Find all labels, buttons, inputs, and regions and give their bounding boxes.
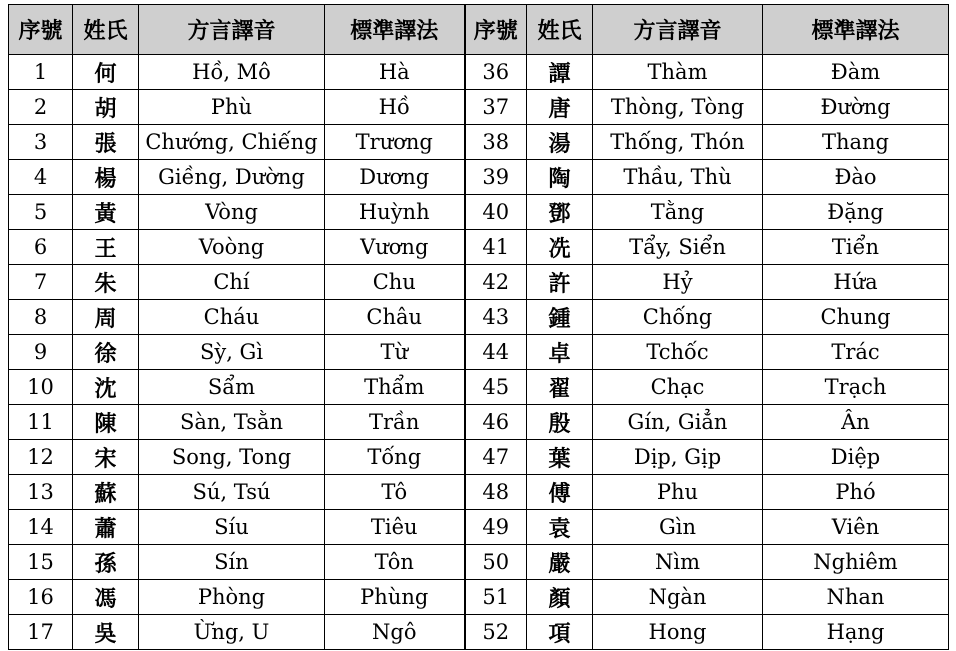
standard-translation-cell: Tống bbox=[325, 440, 465, 475]
surname-cell: 宋 bbox=[73, 440, 139, 475]
index-cell: 1 bbox=[9, 55, 73, 90]
dialect-transcription-cell: Tằng bbox=[593, 195, 763, 230]
dialect-transcription-cell: Voòng bbox=[139, 230, 325, 265]
dialect-transcription-cell: Sàn, Tsằn bbox=[139, 405, 325, 440]
dialect-transcription-cell: Sú, Tsú bbox=[139, 475, 325, 510]
standard-translation-cell: Đường bbox=[763, 90, 949, 125]
index-cell: 44 bbox=[465, 335, 527, 370]
dialect-transcription-cell: Hồ, Mô bbox=[139, 55, 325, 90]
surname-cell: 陳 bbox=[73, 405, 139, 440]
dialect-transcription-cell: Chướng, Chiếng bbox=[139, 125, 325, 160]
standard-translation-cell: Thẩm bbox=[325, 370, 465, 405]
surname-cell: 冼 bbox=[527, 230, 593, 265]
table-row bbox=[9, 615, 949, 650]
standard-translation-cell: Chu bbox=[325, 265, 465, 300]
index-cell: 43 bbox=[465, 300, 527, 335]
dialect-transcription-cell: Vòng bbox=[139, 195, 325, 230]
surname-cell: 卓 bbox=[527, 335, 593, 370]
surname-cell: 何 bbox=[73, 55, 139, 90]
standard-translation-cell: Đàm bbox=[763, 55, 949, 90]
table-header bbox=[9, 5, 949, 55]
standard-translation-cell: Trần bbox=[325, 405, 465, 440]
table-row bbox=[9, 230, 949, 265]
index-cell: 17 bbox=[9, 615, 73, 650]
table-row bbox=[9, 55, 949, 90]
index-cell: 9 bbox=[9, 335, 73, 370]
index-cell: 52 bbox=[465, 615, 527, 650]
dialect-transcription-cell: Tẩy, Siển bbox=[593, 230, 763, 265]
table-row bbox=[9, 335, 949, 370]
dialect-transcription-cell: Chí bbox=[139, 265, 325, 300]
index-cell: 10 bbox=[9, 370, 73, 405]
table-row bbox=[9, 90, 949, 125]
surname-cell: 徐 bbox=[73, 335, 139, 370]
surname-cell: 翟 bbox=[527, 370, 593, 405]
table-body bbox=[9, 55, 949, 650]
header-surname: 姓氏 bbox=[73, 5, 139, 55]
surname-cell: 胡 bbox=[73, 90, 139, 125]
dialect-transcription-cell: Thống, Thón bbox=[593, 125, 763, 160]
standard-translation-cell: Hứa bbox=[763, 265, 949, 300]
index-cell: 12 bbox=[9, 440, 73, 475]
dialect-transcription-cell: Phu bbox=[593, 475, 763, 510]
index-cell: 41 bbox=[465, 230, 527, 265]
index-cell: 16 bbox=[9, 580, 73, 615]
surname-cell: 鄧 bbox=[527, 195, 593, 230]
standard-translation-cell: Hồ bbox=[325, 90, 465, 125]
table-row bbox=[9, 125, 949, 160]
dialect-transcription-cell: Phù bbox=[139, 90, 325, 125]
dialect-transcription-cell: Síu bbox=[139, 510, 325, 545]
index-cell: 50 bbox=[465, 545, 527, 580]
dialect-transcription-cell: Hong bbox=[593, 615, 763, 650]
index-cell: 7 bbox=[9, 265, 73, 300]
surname-cell: 陶 bbox=[527, 160, 593, 195]
surname-cell: 周 bbox=[73, 300, 139, 335]
standard-translation-cell: Hạng bbox=[763, 615, 949, 650]
standard-translation-cell: Từ bbox=[325, 335, 465, 370]
dialect-transcription-cell: Song, Tong bbox=[139, 440, 325, 475]
surname-cell: 楊 bbox=[73, 160, 139, 195]
surname-cell: 張 bbox=[73, 125, 139, 160]
dialect-transcription-cell: Cháu bbox=[139, 300, 325, 335]
standard-translation-cell: Nhan bbox=[763, 580, 949, 615]
standard-translation-cell: Viên bbox=[763, 510, 949, 545]
surname-cell: 吳 bbox=[73, 615, 139, 650]
header-standard-translation: 標準譯法 bbox=[325, 5, 465, 55]
table-row bbox=[9, 405, 949, 440]
standard-translation-cell: Vương bbox=[325, 230, 465, 265]
surname-cell: 鍾 bbox=[527, 300, 593, 335]
standard-translation-cell: Châu bbox=[325, 300, 465, 335]
index-cell: 47 bbox=[465, 440, 527, 475]
index-cell: 3 bbox=[9, 125, 73, 160]
surname-translation-table bbox=[8, 4, 949, 650]
standard-translation-cell: Hà bbox=[325, 55, 465, 90]
header-surname-2: 姓氏 bbox=[527, 5, 593, 55]
standard-translation-cell: Diệp bbox=[763, 440, 949, 475]
dialect-transcription-cell: Thòng, Tòng bbox=[593, 90, 763, 125]
index-cell: 8 bbox=[9, 300, 73, 335]
dialect-transcription-cell: Phòng bbox=[139, 580, 325, 615]
surname-cell: 蕭 bbox=[73, 510, 139, 545]
standard-translation-cell: Dương bbox=[325, 160, 465, 195]
header-dialect-transcription: 方言譯音 bbox=[139, 5, 325, 55]
standard-translation-cell: Đào bbox=[763, 160, 949, 195]
surname-cell: 孫 bbox=[73, 545, 139, 580]
dialect-transcription-cell: Ngàn bbox=[593, 580, 763, 615]
surname-cell: 唐 bbox=[527, 90, 593, 125]
standard-translation-cell: Tiêu bbox=[325, 510, 465, 545]
header-dialect-transcription-2: 方言譯音 bbox=[593, 5, 763, 55]
dialect-transcription-cell: Chạc bbox=[593, 370, 763, 405]
standard-translation-cell: Tô bbox=[325, 475, 465, 510]
surname-cell: 許 bbox=[527, 265, 593, 300]
index-cell: 2 bbox=[9, 90, 73, 125]
surname-cell: 項 bbox=[527, 615, 593, 650]
dialect-transcription-cell: Thàm bbox=[593, 55, 763, 90]
surname-cell: 顏 bbox=[527, 580, 593, 615]
dialect-transcription-cell: Thầu, Thù bbox=[593, 160, 763, 195]
index-cell: 45 bbox=[465, 370, 527, 405]
surname-cell: 嚴 bbox=[527, 545, 593, 580]
surname-cell: 黃 bbox=[73, 195, 139, 230]
surname-cell: 沈 bbox=[73, 370, 139, 405]
dialect-transcription-cell: Chống bbox=[593, 300, 763, 335]
surname-cell: 蘇 bbox=[73, 475, 139, 510]
standard-translation-cell: Trạch bbox=[763, 370, 949, 405]
dialect-transcription-cell: Gín, Giẳn bbox=[593, 405, 763, 440]
standard-translation-cell: Tôn bbox=[325, 545, 465, 580]
surname-cell: 殷 bbox=[527, 405, 593, 440]
header-index-2: 序號 bbox=[465, 5, 527, 55]
index-cell: 40 bbox=[465, 195, 527, 230]
table-row bbox=[9, 300, 949, 335]
index-cell: 11 bbox=[9, 405, 73, 440]
surname-cell: 袁 bbox=[527, 510, 593, 545]
index-cell: 38 bbox=[465, 125, 527, 160]
index-cell: 49 bbox=[465, 510, 527, 545]
standard-translation-cell: Phó bbox=[763, 475, 949, 510]
surname-cell: 傅 bbox=[527, 475, 593, 510]
index-cell: 37 bbox=[465, 90, 527, 125]
surname-cell: 葉 bbox=[527, 440, 593, 475]
index-cell: 42 bbox=[465, 265, 527, 300]
dialect-transcription-cell: Ừng, U bbox=[139, 615, 325, 650]
table-row bbox=[9, 580, 949, 615]
standard-translation-cell: Nghiêm bbox=[763, 545, 949, 580]
surname-cell: 馮 bbox=[73, 580, 139, 615]
table-row bbox=[9, 160, 949, 195]
standard-translation-cell: Huỳnh bbox=[325, 195, 465, 230]
header-row bbox=[9, 5, 949, 55]
surname-cell: 湯 bbox=[527, 125, 593, 160]
dialect-transcription-cell: Sẩm bbox=[139, 370, 325, 405]
standard-translation-cell: Chung bbox=[763, 300, 949, 335]
table-row bbox=[9, 545, 949, 580]
index-cell: 46 bbox=[465, 405, 527, 440]
index-cell: 14 bbox=[9, 510, 73, 545]
index-cell: 36 bbox=[465, 55, 527, 90]
index-cell: 13 bbox=[9, 475, 73, 510]
table-row bbox=[9, 475, 949, 510]
dialect-transcription-cell: Nìm bbox=[593, 545, 763, 580]
header-standard-translation-2: 標準譯法 bbox=[763, 5, 949, 55]
standard-translation-cell: Ngô bbox=[325, 615, 465, 650]
index-cell: 6 bbox=[9, 230, 73, 265]
dialect-transcription-cell: Tchốc bbox=[593, 335, 763, 370]
table-row bbox=[9, 370, 949, 405]
table-row bbox=[9, 195, 949, 230]
dialect-transcription-cell: Dịp, Gịp bbox=[593, 440, 763, 475]
dialect-transcription-cell: Sín bbox=[139, 545, 325, 580]
standard-translation-cell: Phùng bbox=[325, 580, 465, 615]
standard-translation-cell: Ân bbox=[763, 405, 949, 440]
table-row bbox=[9, 440, 949, 475]
index-cell: 15 bbox=[9, 545, 73, 580]
index-cell: 48 bbox=[465, 475, 527, 510]
index-cell: 51 bbox=[465, 580, 527, 615]
index-cell: 4 bbox=[9, 160, 73, 195]
table-row bbox=[9, 510, 949, 545]
surname-cell: 朱 bbox=[73, 265, 139, 300]
index-cell: 39 bbox=[465, 160, 527, 195]
standard-translation-cell: Thang bbox=[763, 125, 949, 160]
standard-translation-cell: Đặng bbox=[763, 195, 949, 230]
standard-translation-cell: Tiển bbox=[763, 230, 949, 265]
dialect-transcription-cell: Giềng, Dường bbox=[139, 160, 325, 195]
surname-cell: 譚 bbox=[527, 55, 593, 90]
index-cell: 5 bbox=[9, 195, 73, 230]
dialect-transcription-cell: Sỳ, Gì bbox=[139, 335, 325, 370]
header-index: 序號 bbox=[9, 5, 73, 55]
standard-translation-cell: Trác bbox=[763, 335, 949, 370]
dialect-transcription-cell: Hỷ bbox=[593, 265, 763, 300]
standard-translation-cell: Trương bbox=[325, 125, 465, 160]
dialect-transcription-cell: Gìn bbox=[593, 510, 763, 545]
surname-table-page bbox=[8, 4, 948, 646]
surname-cell: 王 bbox=[73, 230, 139, 265]
table-row bbox=[9, 265, 949, 300]
